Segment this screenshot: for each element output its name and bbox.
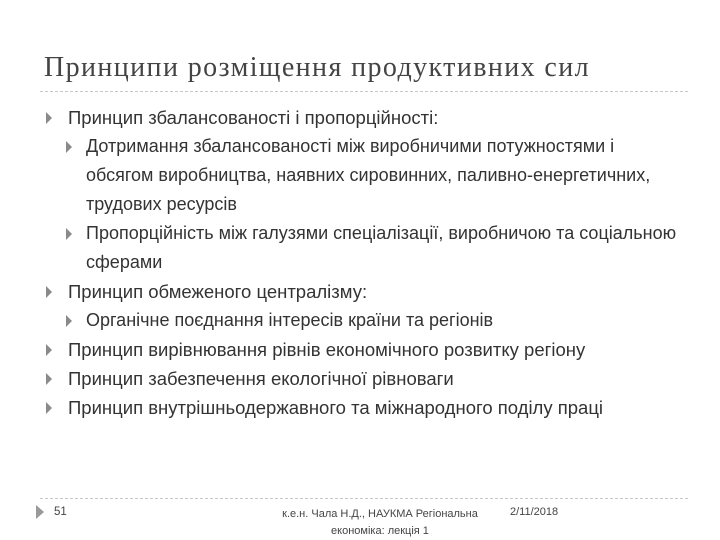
footer-arrow-icon	[36, 505, 44, 519]
bullet-arrow-icon	[46, 344, 52, 356]
list-item	[64, 132, 684, 219]
list-item-text: Принцип забезпечення екологічної рівноваги	[68, 368, 454, 389]
footer-date: 2/11/2018	[510, 506, 559, 518]
bullet-arrow-icon	[46, 402, 52, 414]
bullet-list	[44, 103, 684, 422]
list-item	[44, 364, 684, 393]
bullet-arrow-icon	[66, 315, 72, 327]
list-item-text: Принцип збалансованості і пропорційності:	[68, 107, 439, 128]
page-number: 51	[54, 506, 67, 518]
list-item-text: Принцип обмеженого централізму:	[68, 281, 368, 302]
bullet-arrow-icon	[66, 141, 72, 153]
list-item-text: Пропорційність між галузями спеціалізації, виробничою та соціальною сферами	[86, 223, 677, 272]
list-item-text: Органічне поєднання інтересів країни та регіонів	[86, 310, 494, 330]
bullet-arrow-icon	[46, 286, 52, 298]
list-item	[44, 335, 684, 364]
list-item	[64, 219, 684, 277]
bullet-arrow-icon	[46, 112, 52, 124]
list-item-text: Принцип вирівнювання рівнів економічного розвитку регіону	[68, 339, 586, 360]
footer-author-course: к.е.н. Чала Н.Д., НАУКМА Регіональна економіка: лекція 1	[282, 508, 478, 537]
title-divider	[40, 91, 688, 92]
list-item	[44, 393, 684, 422]
list-item	[44, 103, 684, 132]
list-item-text: Дотримання збалансованості між виробничими потужностями і обсягом виробництва, наявних сировинних, паливно-енергетичних, трудових ресурсів	[86, 136, 651, 214]
footer-divider	[40, 498, 688, 499]
bullet-arrow-icon	[46, 373, 52, 385]
list-item	[44, 277, 684, 306]
list-item	[64, 306, 684, 335]
slide-title: Принципи розміщення продуктивних сил	[44, 52, 590, 83]
list-item-text: Принцип внутрішньодержавного та міжнародного поділу праці	[68, 397, 604, 418]
bullet-arrow-icon	[66, 228, 72, 240]
